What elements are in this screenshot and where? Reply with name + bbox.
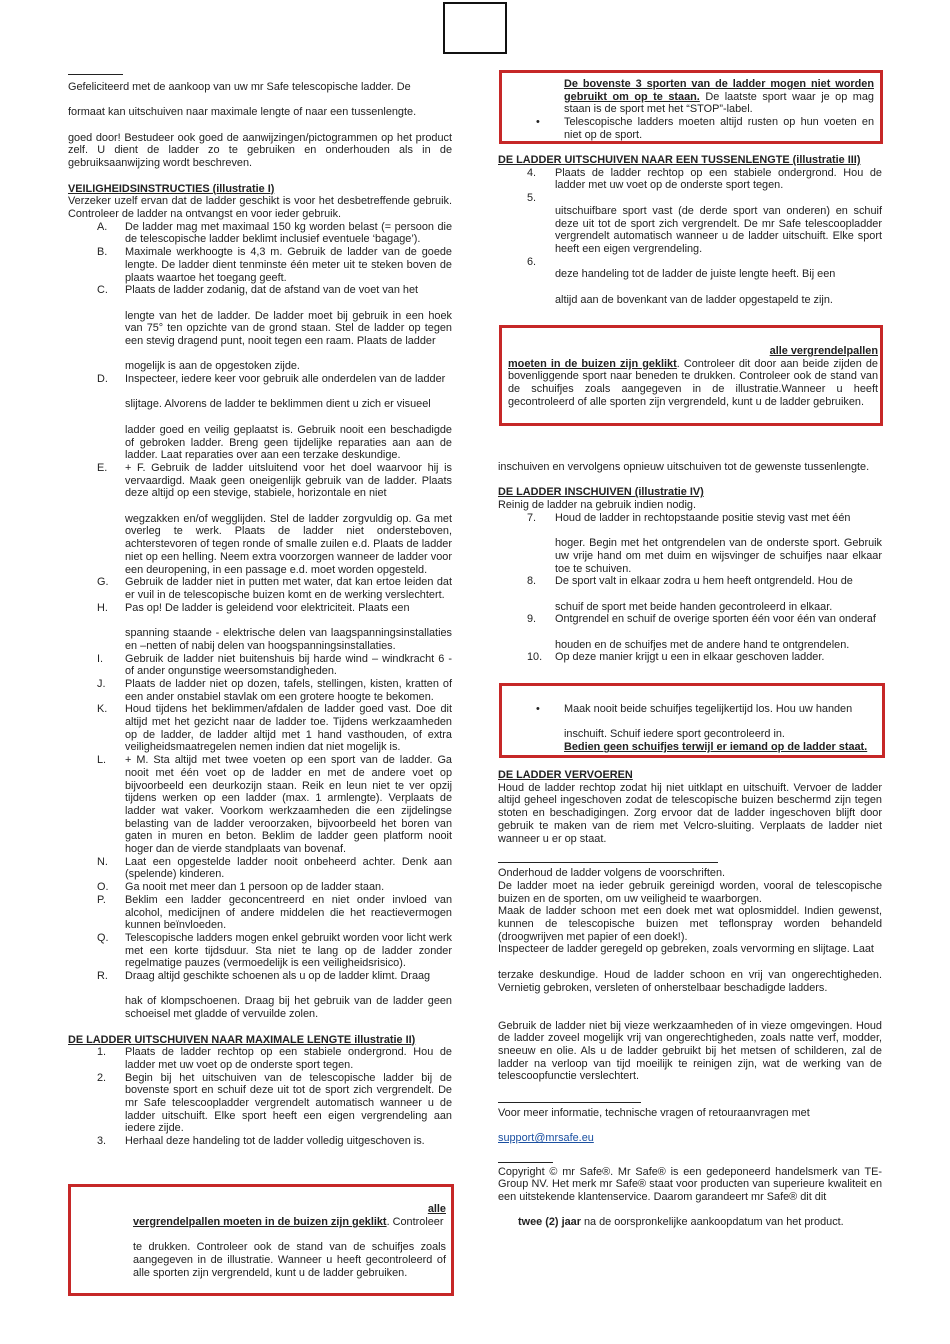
- max-item-text: Plaats de ladder rechtop op een stabiele ondergrond. Hou de ladder met uw voet op de onderste sport tegen.: [125, 1046, 452, 1071]
- tussen-item-label: 4.: [527, 166, 537, 179]
- box2-bold: moeten in de buizen zijn geklikt: [508, 357, 677, 370]
- vervoer-text: Houd de ladder rechtop zodat hij niet uitklapt en uitschuift. Vervoer de ladder altijd geheel ingeschoven zodat de telescopische buizen beschermd zijn tegen stoten en beschadigingen. Zorg ervoor dat de ladder ingeschoven blijft door gebruik te maken van de riem met Velcro-sluiting. Verplaats de ladder niet wanneer u er op staat.: [498, 781, 882, 845]
- inschuiven-item-label: 10.: [527, 651, 543, 664]
- max-item-label: 3.: [97, 1135, 107, 1148]
- warning-box-top: [499, 70, 883, 144]
- tussen-item: [498, 256, 882, 307]
- safety-item-label: O.: [97, 881, 109, 894]
- safety-item-text: lengte van het de ladder. De ladder moet bij gebruik in een hoek van 75° ten opzichte van de grond staan. Stel de ladder op tegen een stevig dragend punt, nooit tegen een raam. Plaats de ladder: [125, 309, 452, 347]
- safety-item: [68, 932, 452, 970]
- vies-text: Gebruik de ladder niet bij vieze werkzaamheden of in vieze omgevingen. Houd de ladder zoveel mogelijk vrij van ongerechtigheden, zoals natte verf, modder, sneeuw en olie. Als u de ladder gebruikt bij het metsen of schilderen, zal de ladder na verloop van tijd moeilijk te reinigen zijn, wat de werking van de telescoopfunctie verslechtert.: [498, 1019, 882, 1083]
- max-item: [68, 1135, 452, 1148]
- section-heading-vervoeren: DE LADDER VERVOEREN: [498, 769, 633, 781]
- section-heading-tussen: DE LADDER UITSCHUIVEN NAAR EEN TUSSENLENGTE (illustratie III): [498, 154, 861, 166]
- safety-item-label: R.: [97, 970, 108, 983]
- safety-item-text: [125, 386, 452, 399]
- safety-item-label: K.: [97, 703, 108, 716]
- safety-item-text: + F. Gebruik de ladder uitsluitend voor het doel waarvoor hij is vervaardigd. Maak geen oneigenlijk gebruik van de ladder. Plaats deze altijd op een stevige, stabiele, horizontale en niet: [125, 461, 452, 500]
- section-heading-inschuiven: DE LADDER INSCHUIVEN (illustratie IV): [498, 486, 704, 499]
- safety-item-text: [125, 983, 452, 996]
- max-list: [68, 1046, 452, 1148]
- onderhoud-text: De ladder moet na ieder gebruik gereinigd worden, vooral de telescopische buizen en de sporten, om uw veiligheid te waarborgen.: [498, 879, 882, 905]
- inschuiven-list: [498, 512, 882, 664]
- divider: [498, 1162, 553, 1163]
- tussen-item-text: [555, 192, 882, 205]
- safety-item: [68, 678, 452, 703]
- right-column-c: [498, 769, 882, 1229]
- safety-item-text: slijtage. Alvorens de ladder te beklimmen dient u zich er visueel: [125, 398, 431, 411]
- safety-item: [68, 373, 452, 462]
- safety-item-label: N.: [97, 855, 108, 868]
- safety-item: [68, 881, 452, 894]
- tussen-item-text: Plaats de ladder rechtop op een stabiele ondergrond. Hou de ladder met uw voet op de onderste sport tegen.: [555, 166, 882, 192]
- safety-item-label: L.: [97, 754, 107, 767]
- safety-item-label: J.: [97, 677, 106, 690]
- inschuiven-item-label: 9.: [527, 613, 537, 626]
- tussen-after: inschuiven en vervolgens opnieuw uitschuiven tot de gewenste tussenlengte.: [498, 461, 870, 473]
- box1-text: De laatste sport waar je op mag staan is de sport met het “STOP”-label.: [564, 90, 874, 116]
- safety-item-text: Draag altijd geschikte schoenen als u op de ladder klimt. Draag: [125, 970, 431, 983]
- inschuiven-item-text: De sport valt in elkaar zodra u hem heeft ontgrendeld. Hou de: [555, 575, 853, 588]
- safety-list: [68, 221, 452, 1021]
- box1-bold: De bovenste 3 sporten van de ladder mogen niet worden gebruikt om op te staan.: [564, 78, 874, 103]
- tussen-list: [498, 167, 882, 307]
- onderhoud-text: Inspecteer de ladder geregeld op gebreken, zoals vervorming en slijtage. Laat: [498, 943, 874, 956]
- box3-line1: Maak nooit beide schuifjes tegelijkertijd los. Hou uw handen: [564, 703, 853, 715]
- box3-bold: Bedien geen schuifjes terwijl er iemand op de ladder staat.: [564, 741, 868, 754]
- tussen-item-text: [555, 256, 882, 269]
- inschuiven-item: [498, 651, 882, 664]
- onderhoud-line: Onderhoud de ladder volgens de voorschriften.: [498, 867, 726, 880]
- right-column-a: [498, 154, 882, 306]
- onderhoud-text: Maak de ladder schoon met een doek met wat oplosmiddel. Indien gewenst, kunnen de telescopische buizen met teflonspray worden behandeld (droogwrijven met papier of een doek!).: [498, 905, 882, 943]
- safety-intro: Verzeker uzelf ervan dat de ladder geschikt is voor het desbetreffende gebruik. Controleer de ladder na ontvangst en voor ieder gebruik.: [68, 195, 452, 220]
- safety-item: [68, 754, 452, 856]
- safety-item-label: I.: [97, 652, 104, 665]
- inschuiven-item-text: [555, 626, 882, 639]
- box2-alle: alle vergrendelpallen: [769, 345, 878, 357]
- intro-text: goed door! Bestudeer ook goed de aanwijzingen/pictogrammen op het product zelf. U dient de ladder zo te gebruiken en onderhouden als in de gebruiksaanwijzing wordt beschreven.: [68, 131, 452, 170]
- safety-item-text: [125, 614, 452, 627]
- inschuiven-item-label: 7.: [527, 511, 537, 524]
- warning-box-left: [68, 1184, 454, 1296]
- safety-item-text: [125, 348, 452, 361]
- safety-item: [68, 246, 452, 284]
- intro-text: Gefeliciteerd met de aankoop van uw mr Safe telescopische ladder. De: [68, 81, 411, 93]
- page-number-box: [443, 2, 507, 54]
- safety-item-label: Q.: [97, 931, 109, 944]
- safety-item: [68, 221, 452, 246]
- safety-item: [68, 970, 452, 1021]
- box-text: te drukken. Controleer ook de stand van de schuifjes zoals aangegeven in de illustratie. Wanneer u heeft gecontroleerd of alle sporten zijn vergrendeld, kunt u de ladder gebruiken.: [133, 1241, 446, 1279]
- max-item-label: 2.: [97, 1071, 107, 1084]
- inschuiven-item-text: [555, 525, 882, 538]
- safety-item-text: hak of klompschoenen. Draag bij het gebruik van de ladder geen schoeisel met gladde of vervuilde zolen.: [125, 995, 452, 1021]
- inschuiven-item-text: Op deze manier krijgt u een in elkaar geschoven ladder.: [555, 651, 825, 664]
- safety-item-text: Telescopische ladders mogen enkel gebruikt worden voor licht werk met een korte tijdsduur. Sta niet te lang op de ladder zonder regelmatige pauzes (vermoedelijk is een veiligheidsrisico).: [125, 931, 452, 970]
- safety-item-text: Gebruik de ladder niet buitenshuis bij harde wind – windkracht 6 - of ander ongunstige weersomstandigheden.: [125, 652, 452, 678]
- section-heading-max: DE LADDER UITSCHUIVEN NAAR MAXIMALE LENGTE illustratie II): [68, 1033, 416, 1046]
- max-item: [68, 1072, 452, 1136]
- box-rest: . Controleer: [386, 1215, 444, 1228]
- safety-item-label: D.: [97, 373, 108, 386]
- safety-item: [68, 284, 452, 373]
- safety-item: [68, 576, 452, 601]
- intro-text: formaat kan uitschuiven naar maximale lengte of naar een tussenlengte.: [68, 106, 417, 119]
- inschuiven-item: [498, 512, 882, 576]
- tussen-item-text: uitschuifbare sport vast (de derde sport van onderen) en schuif deze uit tot de sport zich vergrendelt. De mr Safe telescoopladder vergrendelt automatisch wanneer u de ladder uitschuift. Elke sport heeft een eigen vergrendeling.: [555, 204, 882, 255]
- tussen-item-label: 6.: [527, 255, 537, 268]
- right-column-b: [498, 461, 882, 664]
- box-alle: alle: [427, 1203, 446, 1215]
- warning-box-bottom: [499, 683, 885, 758]
- max-item-text: Herhaal deze handeling tot de ladder volledig uitgeschoven is.: [125, 1135, 425, 1148]
- tussen-item-label: 5.: [527, 192, 537, 205]
- support-email-link[interactable]: support@mrsafe.eu: [498, 1132, 594, 1145]
- divider: [498, 1102, 641, 1103]
- safety-item-label: P.: [97, 893, 106, 906]
- warranty-text: na de oorspronkelijke aankoopdatum van het product.: [580, 1216, 844, 1229]
- safety-item: [68, 653, 452, 678]
- safety-item-text: De ladder mag met maximaal 150 kg worden belast (= persoon die de telescopische ladder beklimt inclusief eventuele ‘bagage’).: [125, 220, 452, 246]
- inschuiven-item-text: [555, 588, 882, 601]
- inschuiven-item: [498, 575, 882, 613]
- box1-bullet: Telescopische ladders moeten altijd rusten op hun voeten en niet op de sport.: [564, 116, 874, 141]
- inschuiven-item: [498, 613, 882, 651]
- copyright-text: Copyright © mr Safe®. Mr Safe® is een gedeponeerd handelsmerk van TE-Group NV. Het merk mr Safe® staat voor producten van superieure kwaliteit en een uitstekende klantenservice. Daarom garandeert mr Safe® dit dit: [498, 1165, 882, 1203]
- safety-item-label: H.: [97, 601, 108, 614]
- safety-item-label: E.: [97, 461, 108, 474]
- safety-item: [68, 856, 452, 881]
- tussen-item: [498, 167, 882, 192]
- inschuiven-item-text: Ontgrendel en schuif de overige sporten één voor één van onderaf: [555, 613, 876, 626]
- box3-line2: inschuift. Schuif iedere sport gecontroleerd in.: [564, 728, 785, 741]
- bullet-icon: •: [536, 703, 540, 715]
- safety-item-text: Laat een opgestelde ladder nooit onbeheerd achter. Denk aan (spelende) kinderen.: [125, 855, 452, 881]
- safety-item-label: G.: [97, 576, 109, 589]
- safety-item-label: A.: [97, 220, 108, 233]
- divider: [68, 74, 123, 75]
- tussen-item-text: [555, 281, 882, 294]
- warning-box-mid: [499, 325, 883, 426]
- onderhoud-text: terzake deskundige. Houd de ladder schoon en vrij van ongerechtigheden. Vernietig gebroken, versleten of onherstelbaar beschadigde ladders.: [498, 968, 882, 994]
- max-item-text: Begin bij het uitschuiven van de telescopische ladder bij de bovenste sport en schuif deze uit tot de sport zich vergrendelt. De mr Safe telescoopladder vergrendelt automatisch wanneer u de ladder uitschuift. Elke sport heeft een eigen vergrendeling aan iedere zijde.: [125, 1071, 452, 1135]
- tussen-item: [498, 192, 882, 256]
- safety-item: [68, 703, 452, 754]
- info-text: Voor meer informatie, technische vragen of retouraanvragen met: [498, 1106, 810, 1119]
- safety-item-text: + M. Sta altijd met twee voeten op een sport van de ladder. Ga nooit met één voet op de ladder en met de andere voet op bijvoorbeeld een deurkozijn staan. Reik en leun niet te ver opzij tijdens werken op een ladder (max. 1 armlengte). Verplaats de ladder wat vaker. Voorkom werkzaamheden die een zijdelingse belasting van de ladder veroorzaken, bijvoorbeeld het boren van gaten in muren en beton. Beklim de ladder geen platform nooit hoger dan de vierde standplaats van bovenaf.: [125, 754, 452, 856]
- box-bold: vergrendelpallen moeten in de buizen zijn geklikt: [133, 1215, 387, 1228]
- safety-item-text: [125, 297, 452, 310]
- safety-item-text: Gebruik de ladder niet in putten met water, dat kan ertoe leiden dat er vuil in de telescopische buizen komt en de werking verslechtert.: [125, 576, 452, 601]
- safety-item-text: Plaats de ladder niet op dozen, tafels, stellingen, kisten, kratten of een ander onstabiel stavlak om een grotere hoogte te bekomen.: [125, 677, 452, 703]
- max-item: [68, 1046, 452, 1071]
- bullet-icon: •: [536, 116, 540, 129]
- tussen-item-text: altijd aan de bovenkant van de ladder opgestapeld te zijn.: [555, 293, 833, 306]
- safety-item-text: spanning staande - elektrische delen van laagspanningsinstallaties en –netten of nabij delen van hoogspanningsinstallaties.: [125, 627, 452, 652]
- divider: [498, 862, 718, 863]
- safety-item: [68, 602, 452, 653]
- safety-item-text: ladder goed en veilig geplaatst is. Gebruik nooit een beschadigde of gebroken ladder. Breng geen tijdelijke reparaties aan aan de ladder. Laat reparaties over aan een terzake deskundige.: [125, 423, 452, 462]
- box2-text: . Controleer dit door aan beide zijden de bovenliggende sport naar beneden te drukken. Controleer ook de stand van de schuifjes zoals aangegeven in de illustratie.Wanneer u heeft gecontroleerd of alle sporten zijn vergrendeld, kunt u de ladder gebruiken.: [508, 357, 878, 408]
- safety-item-text: Plaats de ladder zodanig, dat de afstand van de voet van het: [125, 284, 419, 297]
- section-heading-safety: VEILIGHEIDSINSTRUCTIES (illustratie I): [68, 182, 275, 195]
- safety-item-text: Houd tijdens het beklimmen/afdalen de ladder goed vast. Doe dit altijd met het gezicht naar de ladder toe. Tijdens werkzaamheden op de ladder, de ladder altijd met 1 hand vasthouden, of extra veiligheidsmaatregelen nemen indien dat niet mogelijk is.: [125, 703, 452, 754]
- tussen-item-text: deze handeling tot de ladder de juiste lengte heeft. Bij een: [555, 268, 836, 281]
- safety-item-text: [125, 500, 452, 513]
- warranty-bold: twee (2) jaar: [518, 1216, 581, 1229]
- safety-item: [68, 462, 452, 576]
- inschuiven-item-text: Houd de ladder in rechtopstaande positie stevig vast met één: [555, 511, 851, 524]
- safety-item-text: mogelijk is aan de opgestoken zijde.: [125, 360, 300, 373]
- safety-item-text: Maximale werkhoogte is 4,3 m. Gebruik de ladder van de goede lengte. De ladder dient tenminste één meter uit te steken boven de plaats waartoe het toegang geeft.: [125, 246, 452, 284]
- safety-item-text: Inspecteer, iedere keer voor gebruik alle onderdelen van de ladder: [125, 373, 446, 386]
- safety-item-text: Ga nooit met meer dan 1 persoon op de ladder staan.: [125, 881, 385, 894]
- safety-item-label: C.: [97, 284, 108, 297]
- safety-item-text: Pas op! De ladder is geleidend voor elektriciteit. Plaats een: [125, 601, 410, 614]
- inschuiven-item-text: schuif de sport met beide handen gecontroleerd in elkaar.: [555, 600, 833, 613]
- inschuiven-item-text: houden en de schuifjes met de andere hand te ontgrendelen.: [555, 638, 850, 651]
- safety-item-text: Beklim een ladder geconcentreerd en niet onder invloed van alcohol, medicijnen of andere middelen die het reactievermogen kunnen beïnvloeden.: [125, 893, 452, 932]
- safety-item: [68, 894, 452, 932]
- left-column: [68, 74, 452, 1148]
- safety-item-text: wegzakken en/of wegglijden. Stel de ladder zorgvuldig op. Ga met overleg te werk. Plaats de ladder niet ondersteboven, achterstevoren of tegen ronde of smalle zuilen e.d. Plaats de ladder niet op een helling. Neem extra voorzorgen wanneer de ladder voor een deuropening, in een passage e.d. moet worden opgesteld.: [125, 512, 452, 576]
- safety-item-label: B.: [97, 246, 108, 259]
- safety-item-text: [125, 411, 452, 424]
- max-item-label: 1.: [97, 1046, 107, 1059]
- inschuiven-intro: Reinig de ladder na gebruik indien nodig.: [498, 499, 696, 512]
- inschuiven-item-text: hoger. Begin met het ontgrendelen van de onderste sport. Gebruik uw vrije hand om met duim en wijsvinger de schuifjes naar elkaar toe te schuiven.: [555, 537, 882, 575]
- inschuiven-item-label: 8.: [527, 575, 537, 588]
